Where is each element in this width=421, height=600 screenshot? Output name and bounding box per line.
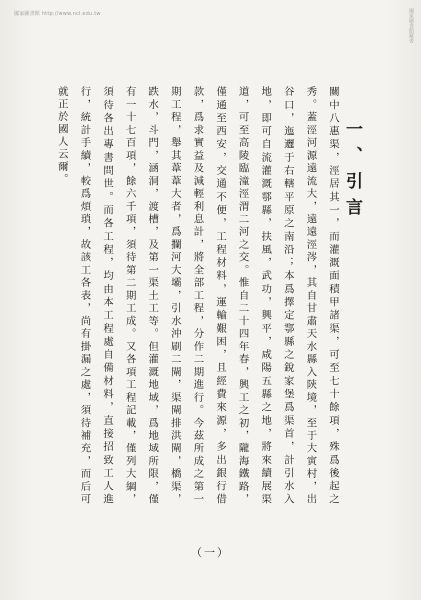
edge-stamp: 國家圖書館藏書: [408, 8, 414, 43]
section-title: 一、引言: [342, 120, 362, 224]
paragraph: 關中八惠渠，涇居其一，而灌溉面積甲諸渠，可至七十餘項，殊爲後起之秀。蓋涇河源遠流大，遠遠涇涔，其自甘肅天水縣入陝境，至于大寅村，出谷口，迤邐于右轄平原之南沿；本爲擇定鄠縣之銳家堡爲渠首，計引水入地，即可自流灌溉鄠縣，扶風，武功，興平，咸陽五縣之地，將來續展渠道，可至高陵臨潼涇渭二河之交。惟自二十四年春，興工之初，隴海鐵路，僅通至西安，交通不便，工程材料，運輸艱困，且經費來源，多出銀行借款，爲求實益及減輕利息計，將全部工程，分作二期進行。今茲所成之第一期工程，舉其葦葦大者，爲攔河大壩，引水沖刷二閘，渠閘排洪閘，橋渠，跌水，斗門，涵洞，渡槽，及第一渠土工等。但灌溉地域，爲地域所限，僅有一十七百項，餘六千項，須待第二期工成。又各項工程記載，僅列大綱，須待各出專書問世。而各工程，均由本工程處自備材料，直接招致工人進行，統計手續，較爲煩瑣，故該工各表，尚有掛漏之處，須待補充，而后可就正於國人云爾。: [55, 86, 339, 506]
page-number: （一）: [191, 546, 230, 559]
scan-watermark: 國家圖書館 http://www.ncl.edu.tw: [14, 11, 101, 17]
body-text: [44, 86, 344, 506]
